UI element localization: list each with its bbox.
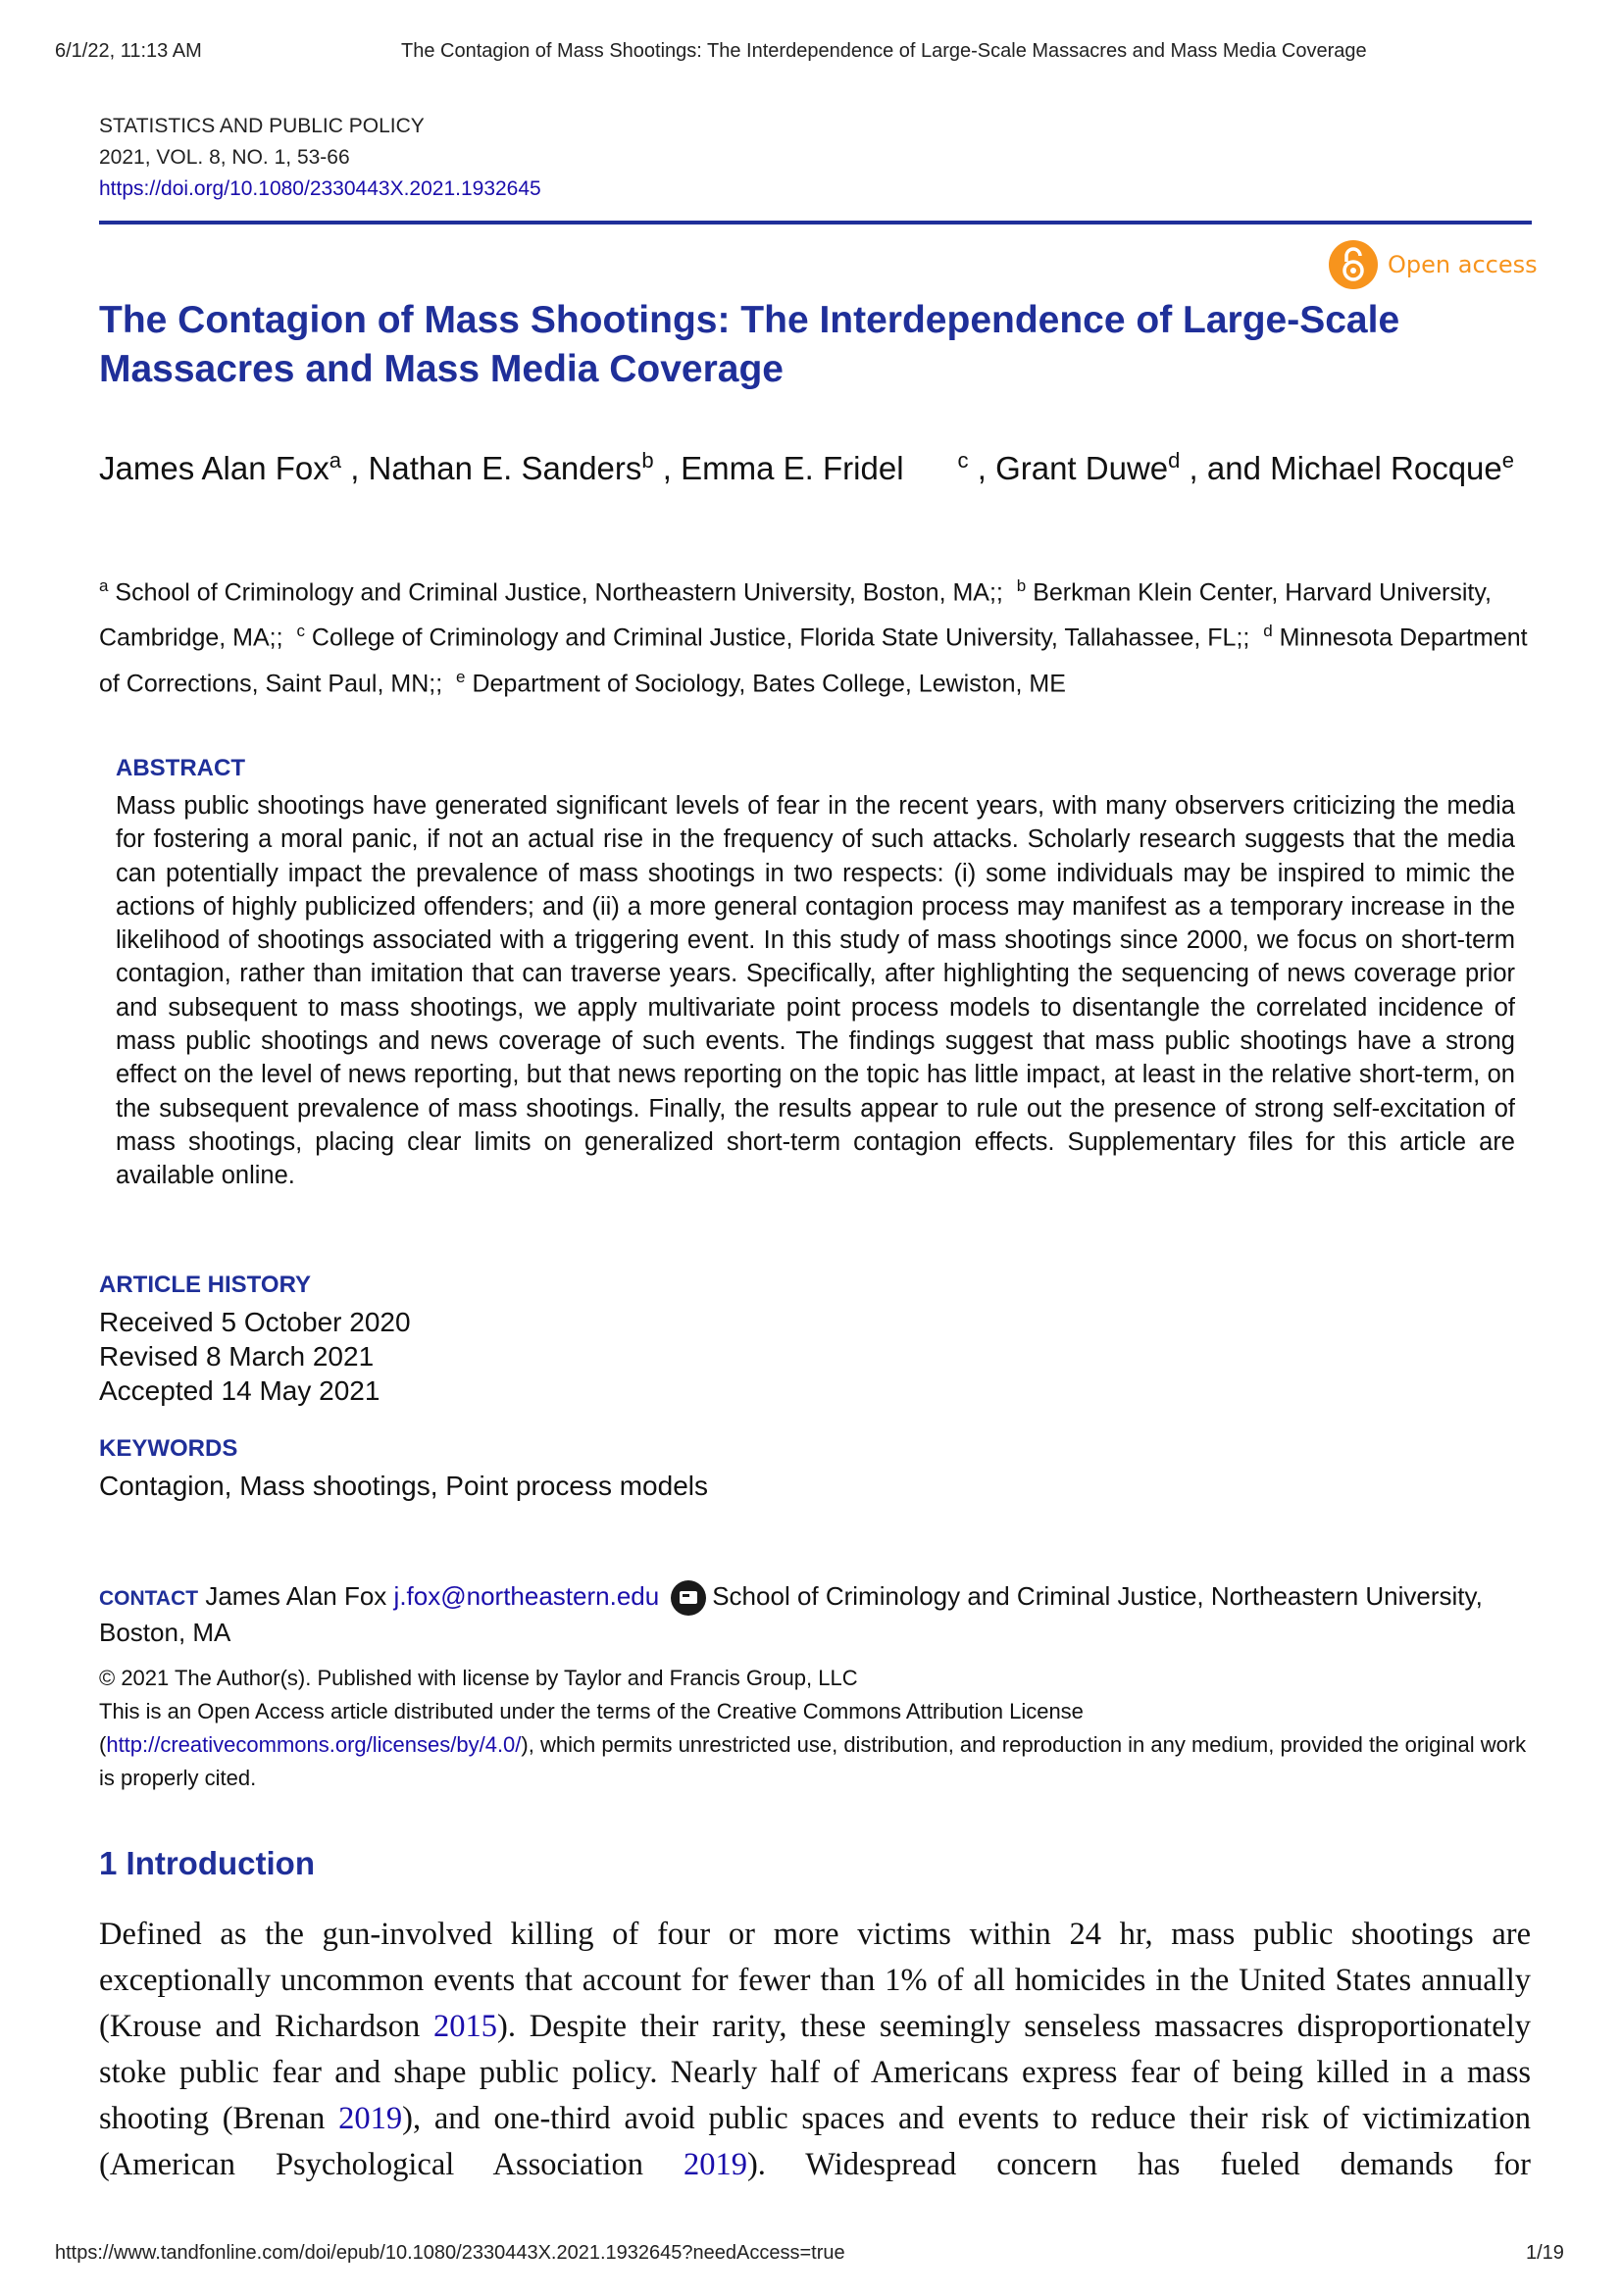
paragraph-text: Defined as the gun-involved killing of four or more victims within 24 hr, mass public shootings are exceptionally uncommon events that account for fewer than 1% of all homicides in the United States annually (Krouse and Richardson [99, 1917, 1531, 2044]
accepted-date: Accepted 14 May 2021 [99, 1375, 380, 1406]
paragraph-text: ). Despite their rarity, these seemingly senseless massacres disproportionately stoke public fear and shape public policy. Nearly half of Americans express fear of being killed in a mass shooting (Brenan [99, 2009, 1531, 2136]
section-heading-introduction: 1 Introduction [99, 1845, 315, 1881]
license-text: This is an Open Access article distributed under the terms of the Creative Commons Attribution License (http://creativecommons.org/licenses/by/4.0/), which permits unrestricted use, distribution, and reproduction in any medium, provided the original work is properly cited. [99, 1699, 1527, 1790]
copyright-line: © 2021 The Author(s). Published with license by Taylor and Francis Group, LLC [99, 1666, 858, 1690]
paragraph-text: ). Widespread concern has fueled demands for [746, 2147, 1531, 2182]
paragraph-text: ), and one-third avoid public spaces and events to reduce their risk of victimization (American Psychological Association [99, 2101, 1531, 2182]
article-title: The Contagion of Mass Shootings: The Interdependence of Large-Scale Massacres and Mass Media Coverage [99, 299, 1400, 390]
header-page-title: The Contagion of Mass Shootings: The Interdependence of Large-Scale Massacres and Mass Media Coverage [401, 40, 1367, 62]
license-line: , which permits unrestricted use, distribution, and reproduction in any medium, provided the original work is properly cited. [99, 1732, 1527, 1790]
abstract-text: Mass public shootings have generated significant levels of fear in the recent years, with many observers criticizing the media for fostering a moral panic, if not an actual rise in the frequency of such attacks. Scholarly research suggests that the media can potentially impact the prevalence of mass shootings in two respects: (i) some individuals may be inspired to mimic the actions of highly publicized offenders; and (ii) a more general contagion process may manifest as a temporary increase in the likelihood of shootings associated with a triggering event. In this study of mass shootings since 2000, we focus on short-term contagion, rather than imitation that can traverse years. Specifically, after highlighting the sequencing of news coverage prior and subsequent to mass shootings, we apply multivariate point process models to disentangle the correlated incidence of mass public shootings and news coverage of such events. The findings suggest that mass public shootings have a strong effect on the level of news reporting, but that news reporting on the topic has little impact, at least in the relative short-term, on the subsequent prevalence of mass shootings. Finally, the results appear to rule out the presence of strong self-excitation of mass shootings, placing clear limits on generalized short-term contagion effects. Supplementary files for this article are available online. [116, 792, 1515, 1190]
article-history-heading: ARTICLE HISTORY [99, 1272, 312, 1298]
abstract-heading: ABSTRACT [116, 755, 245, 781]
contact-label: CONTACT [99, 1587, 199, 1610]
affiliation-key: b [1016, 576, 1027, 595]
affiliation-key: a [99, 576, 109, 595]
contact-address: School of Criminology and Criminal Justice, Northeastern University, Boston, MA [99, 1581, 1483, 1648]
revised-date: Revised 8 March 2021 [99, 1341, 375, 1372]
contact-block [99, 1579, 1531, 1650]
author-affiliation-mark: b [641, 448, 654, 473]
affiliation-key: e [456, 667, 466, 686]
author-affiliation-mark: e [1501, 448, 1514, 473]
open-access-label: Open access [1388, 251, 1538, 278]
contact-email-link[interactable]: j.fox@northeastern.edu [393, 1581, 660, 1611]
author-name[interactable]: Grant Duwe [995, 450, 1169, 486]
contact-name: James Alan Fox [205, 1581, 387, 1611]
author-name[interactable]: Emma E. Fridel [681, 450, 904, 486]
doi-link[interactable]: https://doi.org/10.1080/2330443X.2021.1932645 [99, 177, 541, 200]
license-block [99, 1662, 1531, 1795]
affiliation-key: d [1263, 622, 1273, 641]
affiliations [99, 567, 1531, 703]
author-affiliation-mark: d [1168, 448, 1181, 473]
journal-name: STATISTICS AND PUBLIC POLICY [99, 115, 425, 137]
author-name[interactable]: Michael Rocque [1270, 450, 1502, 486]
envelope-icon [671, 1580, 706, 1616]
affiliation-text: Department of Sociology, Bates College, Lewiston, ME [472, 669, 1066, 697]
author-affiliation-mark: c [957, 448, 969, 473]
author-name[interactable]: Nathan E. Sanders [368, 450, 642, 486]
journal-volume: 2021, VOL. 8, NO. 1, 53-66 [99, 146, 350, 169]
open-access-badge [1329, 240, 1538, 289]
affiliation-text: School of Criminology and Criminal Justice, Northeastern University, Boston, MA;; [115, 578, 1003, 607]
affiliation-text: Minnesota Department of Corrections, Saint Paul, MN;; [99, 624, 1528, 697]
citation-link[interactable]: 2019 [338, 2101, 403, 2136]
license-line: This is an Open Access article distributed under the terms of the Creative Commons Attribution License [99, 1699, 1084, 1723]
keywords-list: Contagion, Mass shootings, Point process models [99, 1471, 708, 1501]
affiliation-text: College of Criminology and Criminal Justice, Florida State University, Tallahassee, FL;; [311, 624, 1250, 652]
received-date: Received 5 October 2020 [99, 1307, 411, 1337]
author-list: James Alan Fox$^a$ , Nathan E. Sanders$^b$ , Emma E. Fridel $^c$ , Grant Duwe$^d$ , and Michael Rocque$^e$ [99, 448, 1514, 486]
footer-page-number: 1/19 [1526, 2242, 1564, 2264]
license-url-link[interactable]: http://creativecommons.org/licenses/by/4.0/ [106, 1732, 522, 1757]
header-datetime: 6/1/22, 11:13 AM [55, 40, 202, 62]
introduction-paragraph [99, 1912, 1531, 2188]
keywords-heading: KEYWORDS [99, 1435, 238, 1462]
citation-link[interactable]: 2019 [683, 2147, 747, 2182]
footer-url: https://www.tandfonline.com/doi/epub/10.1080/2330443X.2021.1932645?needAccess=true [55, 2242, 845, 2264]
header-divider [99, 221, 1532, 225]
open-access-icon [1329, 240, 1378, 289]
affiliation-text: Berkman Klein Center, Harvard University, Cambridge, MA;; [99, 578, 1492, 652]
affiliation-key: c [296, 622, 305, 641]
author-affiliation-mark: a [329, 448, 342, 473]
citation-link[interactable]: 2015 [433, 2009, 497, 2044]
author-name[interactable]: James Alan Fox [99, 450, 329, 486]
